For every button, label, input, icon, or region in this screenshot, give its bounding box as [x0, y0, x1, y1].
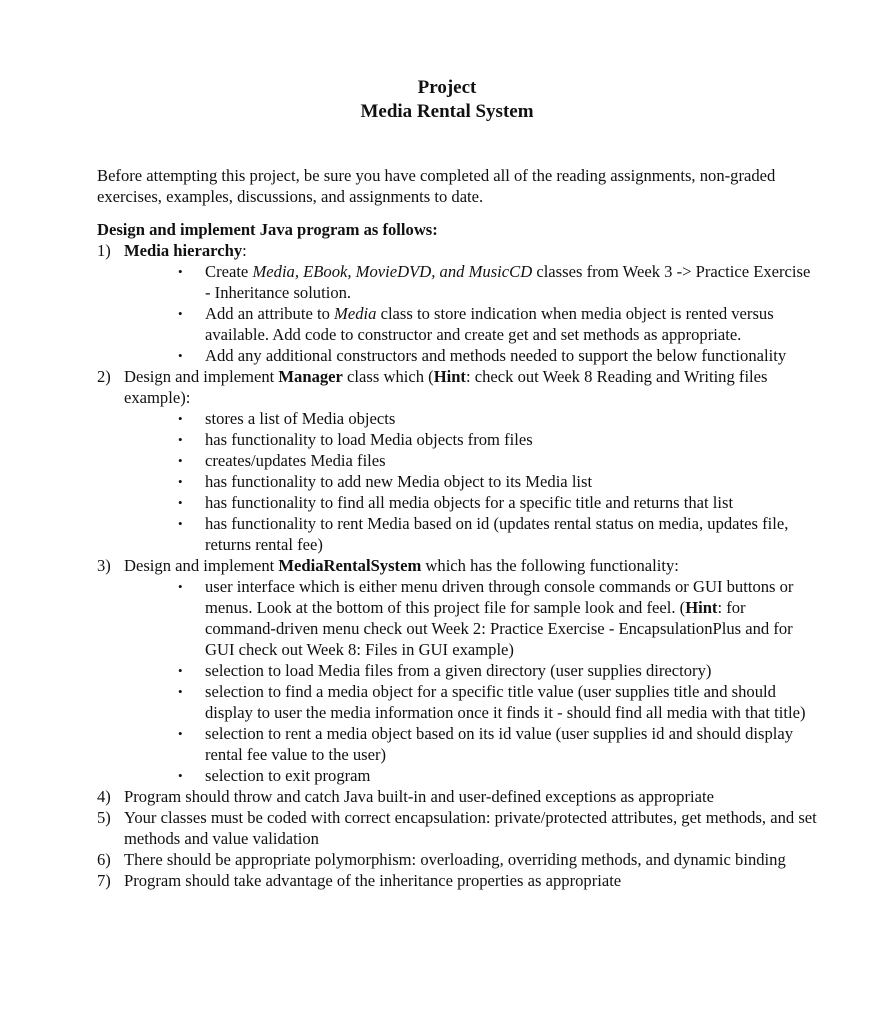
- bullet-item: [178, 492, 817, 513]
- item-number: 2): [97, 367, 111, 386]
- item-number: 7): [97, 871, 111, 890]
- list-item-4: [97, 786, 817, 807]
- bold-text: Manager: [278, 367, 343, 386]
- text: : for command-driven menu check out Week 2: Practice Exercise - EncapsulationPlus and for GUI check out Week 8: Files in GUI example): [205, 598, 793, 659]
- bullet-icon: •: [178, 474, 183, 489]
- text: Your classes must be coded with correct encapsulation: private/protected attributes, get methods, and set methods and value validation: [124, 808, 817, 848]
- text: There should be appropriate polymorphism: overloading, overriding methods, and dynamic binding: [124, 850, 786, 869]
- title-line-2: Media Rental System: [360, 101, 534, 122]
- bullet-item: [178, 681, 817, 723]
- text: classes from Week 3 -> Practice Exercise - Inheritance solution.: [205, 262, 811, 302]
- bullet-icon: •: [178, 495, 183, 510]
- text: class which (: [342, 367, 434, 386]
- item-colon: :: [242, 241, 247, 260]
- item-number: 3): [97, 556, 111, 575]
- bullet-item: [178, 429, 817, 450]
- bullet-icon: •: [178, 453, 183, 468]
- bullet-item: [178, 303, 817, 345]
- list-item-3: [97, 555, 817, 786]
- hint-label: Hint: [433, 367, 466, 386]
- title-line-1: Project: [417, 77, 477, 98]
- text: has functionality to load Media objects from files: [205, 430, 533, 449]
- bullet-item: [178, 408, 817, 429]
- bullet-icon: •: [178, 411, 183, 426]
- bullet-icon: •: [178, 432, 183, 447]
- text: Program should throw and catch Java built-in and user-defined exceptions as appropriate: [124, 787, 714, 806]
- list-item-2: [97, 366, 817, 555]
- text: user interface which is either menu driven through console commands or GUI buttons or menus. Look at the bottom of this project file for sample look and feel. (: [205, 577, 794, 617]
- text: selection to load Media files from a given directory (user supplies directory): [205, 661, 712, 680]
- bullet-item: [178, 765, 817, 786]
- bullet-icon: •: [178, 768, 183, 783]
- italic-text: Media: [334, 304, 377, 323]
- item-label: Media hierarchy: [124, 241, 243, 260]
- list-item-1: [97, 240, 817, 366]
- text: Design and implement: [124, 367, 279, 386]
- bullet-icon: •: [178, 348, 183, 363]
- text: : check out Week 8 Reading and Writing files example):: [124, 367, 768, 407]
- bullet-icon: •: [178, 663, 183, 678]
- text: creates/updates Media files: [205, 451, 386, 470]
- italic-text: Media, EBook, MovieDVD, and MusicCD: [252, 262, 533, 281]
- text: selection to exit program: [205, 766, 371, 785]
- bullet-icon: •: [178, 684, 183, 699]
- bullet-item: [178, 723, 817, 765]
- requirements-list: [97, 240, 817, 891]
- sub-list: [124, 576, 817, 786]
- section-heading: Design and implement Java program as follows:: [97, 220, 438, 239]
- bullet-icon: •: [178, 264, 183, 279]
- bullet-item: [178, 450, 817, 471]
- sub-list: [124, 261, 817, 366]
- text: which has the following functionality:: [421, 556, 679, 575]
- item-number: 4): [97, 787, 111, 806]
- list-item-5: [97, 807, 817, 849]
- text: Add any additional constructors and methods needed to support the below functionality: [205, 346, 787, 365]
- text: class to store indication when media object is rented versus available. Add code to constructor and create get and set methods as appropriate.: [205, 304, 774, 344]
- sub-list: [124, 408, 817, 555]
- bold-text: MediaRentalSystem: [278, 556, 422, 575]
- text: stores a list of Media objects: [205, 409, 396, 428]
- document-page: [97, 76, 817, 891]
- bullet-icon: •: [178, 726, 183, 741]
- intro-paragraph: Before attempting this project, be sure you have completed all of the reading assignments, non-graded exercises, examples, discussions, and assignments to date.: [97, 166, 776, 206]
- item-number: 5): [97, 808, 111, 827]
- text: has functionality to rent Media based on id (updates rental status on media, updates file, returns rental fee): [205, 514, 789, 554]
- hint-label: Hint: [685, 598, 718, 617]
- text: has functionality to find all media objects for a specific title and returns that list: [205, 493, 734, 512]
- bullet-item: [178, 576, 817, 660]
- bullet-icon: •: [178, 579, 183, 594]
- bullet-icon: •: [178, 306, 183, 321]
- text: Add an attribute to: [205, 304, 335, 323]
- bullet-item: [178, 471, 817, 492]
- page-title: [77, 76, 817, 124]
- bullet-item: [178, 345, 817, 366]
- list-item-7: [97, 870, 817, 891]
- list-item-6: [97, 849, 817, 870]
- text: has functionality to add new Media object to its Media list: [205, 472, 593, 491]
- bullet-item: [178, 261, 817, 303]
- bullet-icon: •: [178, 516, 183, 531]
- item-number: 6): [97, 850, 111, 869]
- bullet-item: [178, 513, 817, 555]
- text: selection to rent a media object based on its id value (user supplies id and should display rental fee value to the user): [205, 724, 794, 764]
- text: Design and implement: [124, 556, 279, 575]
- bullet-item: [178, 660, 817, 681]
- text: selection to find a media object for a specific title value (user supplies title and should display to user the media information once it finds it - should find all media with that title): [205, 682, 806, 722]
- text: Create: [205, 262, 253, 281]
- item-number: 1): [97, 241, 111, 260]
- text: Program should take advantage of the inheritance properties as appropriate: [124, 871, 622, 890]
